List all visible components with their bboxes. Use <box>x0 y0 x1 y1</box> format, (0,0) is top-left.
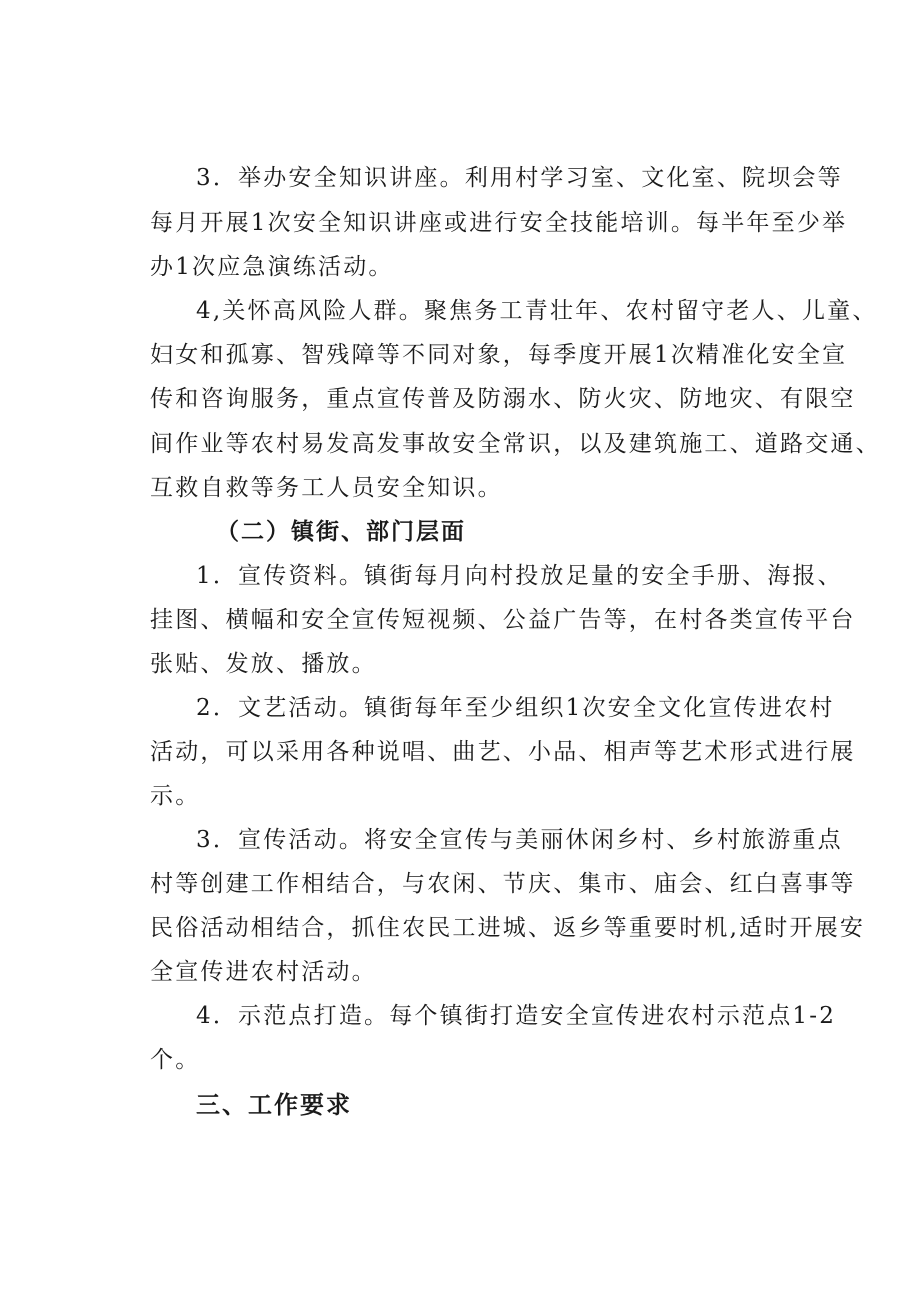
item-2-line-3: 示。 <box>150 783 201 809</box>
paragraph-4-line-1: 4,关怀高风险人群。聚焦务工青壮年、农村留守老人、儿童、 <box>196 298 878 324</box>
item-1-line-1: 1．宣传资料。镇街每月向村投放足量的安全手册、海报、 <box>196 563 843 589</box>
paragraph-4-line-5: 互救自救等务工人员安全知识。 <box>150 475 503 501</box>
item-4-line-1: 4．示范点打造。每个镇街打造安全宣传进农村示范点1-2 <box>196 1003 837 1029</box>
paragraph-3-line-2: 每月开展1次安全知识讲座或进行安全技能培训。每半年至少举 <box>150 210 848 236</box>
item-3-line-1: 3．宣传活动。将安全宣传与美丽休闲乡村、乡村旅游重点 <box>196 827 843 853</box>
paragraph-4-line-3: 传和咨询服务，重点宣传普及防溺水、防火灾、防地灾、有限空 <box>150 386 856 412</box>
item-3-line-4: 全宣传进农村活动。 <box>150 959 377 985</box>
paragraph-3-line-1: 3．举办安全知识讲座。利用村学习室、文化室、院坝会等 <box>196 165 843 191</box>
item-3-line-3: 民俗活动相结合，抓住农民工进城、返乡等重要时机,适时开展安 <box>150 915 866 941</box>
paragraph-4-line-4: 间作业等农村易发高发事故安全常识，以及建筑施工、道路交通、 <box>150 431 881 457</box>
section-heading-work-requirements: 三、工作要求 <box>196 1091 352 1119</box>
paragraph-3-line-3: 办1次应急演练活动。 <box>150 254 394 280</box>
item-1-line-2: 挂图、横幅和安全宣传短视频、公益广告等，在村各类宣传平台 <box>150 607 856 633</box>
item-2-line-2: 活动，可以采用各种说唱、曲艺、小品、相声等艺术形式进行展 <box>150 739 856 765</box>
item-2-line-1: 2．文艺活动。镇街每年至少组织1次安全文化宣传进农村 <box>196 695 835 721</box>
item-3-line-2: 村等创建工作相结合，与农闲、节庆、集市、庙会、红白喜事等 <box>150 871 856 897</box>
subheading-town-department-level: （二）镇街、部门层面 <box>216 518 466 545</box>
item-4-line-2: 个。 <box>150 1047 201 1073</box>
item-1-line-3: 张贴、发放、播放。 <box>150 651 377 677</box>
paragraph-4-line-2: 妇女和孤寡、智残障等不同对象，每季度开展1次精准化安全宣 <box>150 342 848 368</box>
